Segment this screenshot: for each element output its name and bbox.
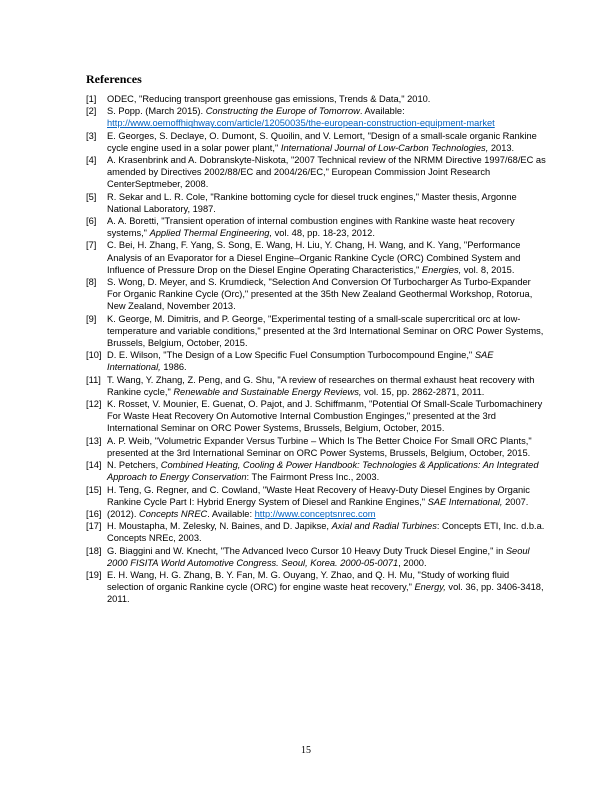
reference-number: [17] <box>86 521 102 532</box>
reference-text: 2013. <box>488 142 515 153</box>
reference-number: [5] <box>86 191 97 202</box>
reference-entry <box>86 130 546 154</box>
reference-text: E. H. Wang, H. G. Zhang, B. Y. Fan, M. G. Ouyang, Y. Zhao, and Q. H. Mu, "Study of working fluid selection of organic Rankine cycle (ORC) for engine waste heat recovery," <box>107 569 510 593</box>
reference-text: : The Fairmont Press Inc., 2003. <box>246 472 380 483</box>
reference-entry <box>86 276 546 313</box>
reference-entry <box>86 520 546 544</box>
reference-text: A. P. Weib, "Volumetric Expander Versus Turbine – Which Is The Better Choice For Small ORC Plants," presented at the 3rd International Seminar on ORC Power Systems, Brussels, Belgium, October, 2015. <box>107 435 532 458</box>
reference-entry <box>86 508 546 520</box>
page-number: 15 <box>301 745 311 756</box>
reference-number: [10] <box>86 350 102 361</box>
reference-number: [14] <box>86 460 102 471</box>
reference-entry <box>86 484 546 508</box>
reference-number: [3] <box>86 130 97 141</box>
reference-number: [4] <box>86 155 97 166</box>
reference-text: K. George, M. Dimitris, and P. George, "Experimental testing of a small-scale supercritical orc at low-temperature and variable conditions," presented at the 3rd International Seminar on ORC Power Systems, Brussels, Belgium, October, 2015. <box>107 313 544 349</box>
reference-number: [16] <box>86 508 102 519</box>
reference-number: [9] <box>86 313 97 324</box>
reference-number: [19] <box>86 569 102 580</box>
reference-text: (2012). <box>107 508 140 519</box>
reference-number: [11] <box>86 374 101 385</box>
reference-text: H. Teng, G. Regner, and C. Cowland, "Waste Heat Recovery of Heavy-Duty Diesel Engines by Organic Rankine Cycle Part I: Hybrid Energy System of Diesel and Rankine Engines," <box>107 484 530 507</box>
reference-italic-title: Energy, <box>414 582 446 593</box>
reference-entry <box>86 239 546 276</box>
reference-text: 1986. <box>160 362 187 373</box>
reference-text: vol. 36, pp. 3406-3418, 2011. <box>107 582 544 605</box>
reference-text: H. Moustapha, M. Zelesky, N. Baines, and D. Japikse, <box>107 521 332 532</box>
reference-text: E. Georges, S. Declaye, O. Dumont, S. Quoilin, and V. Lemort, "Design of a small-scale organic Rankine cycle engine used in a solar power plant," <box>107 130 537 153</box>
reference-entry <box>86 349 546 373</box>
reference-text: C. Bei, H. Zhang, F. Yang, S. Song, E. Wang, H. Liu, Y. Chang, H. Wang, and K. Yang, "Performance Analysis of an Evaporator for a Diesel Engine–Organic Rankine Cycle (ORC) Combined System and Influence of Pressure Drop on the Diesel Engine Operating Characteristics," <box>107 240 521 275</box>
reference-entry <box>86 191 546 215</box>
reference-text: A. Krasenbrink and A. Dobranskyte-Niskota, "2007 Technical review of the NRMM Directive 1997/68/EC as amended by Directives 2002/88/EC and 2004/26/EC," European Commission Joint Research CenterSeptmeber, 2008. <box>107 155 546 190</box>
reference-italic-title: Combined Heating, Cooling & Power Handbook: Technologies & Applications: An Integrated Approach to Energy Conservation <box>107 460 539 483</box>
reference-text: . Available: <box>359 106 405 117</box>
reference-entry <box>86 459 546 483</box>
reference-entry <box>86 398 546 435</box>
reference-entry <box>86 545 546 569</box>
section-heading: References <box>86 72 142 86</box>
reference-italic-title: International Journal of Low-Carbon Technologies, <box>280 142 489 153</box>
reference-text: : Concepts ETI, Inc. d.b.a. Concepts NREc, 2003. <box>107 521 545 544</box>
reference-number: [12] <box>86 399 102 410</box>
reference-italic-title: Renewable and Sustainable Energy Reviews, <box>173 386 362 397</box>
reference-italic-title: Axial and Radial Turbines <box>331 521 437 532</box>
reference-text: S. Wong, D. Meyer, and S. Krumdieck, "Selection And Conversion Of Turbocharger As Turbo-Expander For Organic Rankine Cycle (Orc)," presented at the 35th New Zealand Geothermal Workshop, Rotorua, New Zealand, November 2013. <box>107 277 533 312</box>
reference-italic-title: Constructing the Europe of Tomorrow <box>205 106 360 117</box>
reference-text: K. Rosset, V. Mounier, E. Guenat, O. Pajot, and J. Schiffmanm, "Potential Of Small-Scale Turbomachinery For Waste Heat Recovery On Automotive Internal Combustion Enginges," presented at the 3rd International Seminar on ORC Power Systems, Brussels, Belgium, October, 2015. <box>107 399 543 434</box>
reference-entry <box>86 374 546 398</box>
reference-list <box>86 93 546 606</box>
reference-text: . Available: <box>207 508 255 519</box>
reference-text: G. Biaggini and W. Knecht, "The Advanced Iveco Cursor 10 Heavy Duty Truck Diesel Engine," in <box>107 545 506 556</box>
reference-italic-title: Applied Thermal Engineering, <box>149 228 273 239</box>
reference-entry <box>86 435 546 459</box>
reference-entry <box>86 105 546 129</box>
reference-link[interactable]: http://www.conceptsnrec.com <box>254 508 376 519</box>
reference-text: vol. 48, pp. 18-23, 2012. <box>272 228 375 239</box>
reference-text: vol. 15, pp. 2862-2871, 2011. <box>361 386 485 397</box>
reference-text: , 2000. <box>398 557 427 568</box>
reference-italic-title: SAE International, <box>427 496 503 507</box>
reference-entry <box>86 569 546 606</box>
reference-italic-title: SAE International, <box>107 350 494 373</box>
reference-text: S. Popp. (March 2015). <box>107 106 206 117</box>
reference-italic-title: Seoul 2000 FISITA World Automotive Congress. Seoul, Korea. 2000-05-0071 <box>107 545 530 568</box>
reference-entry <box>86 313 546 350</box>
reference-text: R. Sekar and L. R. Cole, "Rankine bottoming cycle for diesel truck engines," Master thesis, Argonne National Laboratory, 1987. <box>107 191 517 214</box>
reference-number: [2] <box>86 106 97 117</box>
reference-number: [13] <box>86 435 102 446</box>
reference-number: [6] <box>86 216 97 227</box>
reference-text: D. E. Wilson, "The Design of a Low Specific Fuel Consumption Turbocompound Engine," <box>107 350 475 361</box>
reference-italic-title: Concepts NREC <box>139 508 208 519</box>
reference-text: T. Wang, Y. Zhang, Z. Peng, and G. Shu, "A review of researches on thermal exhaust heat recovery with Rankine cycle," <box>107 374 535 397</box>
reference-italic-title: Energies, <box>421 264 462 275</box>
reference-number: [18] <box>86 545 102 556</box>
reference-text: A. A. Boretti, "Transient operation of internal combustion engines with Rankine waste heat recovery systems," <box>107 216 515 239</box>
reference-text: 2007. <box>502 496 529 507</box>
reference-link[interactable]: http://www.oemoffhighway.com/article/12050035/the-european-construction-equipment-market <box>107 118 495 129</box>
reference-entry <box>86 154 546 191</box>
reference-number: [8] <box>86 277 97 288</box>
reference-number: [15] <box>86 484 102 495</box>
reference-text: ODEC, "Reducing transport greenhouse gas emissions, Trends & Data," 2010. <box>107 94 431 104</box>
reference-number: [7] <box>86 240 97 251</box>
reference-entry <box>86 93 546 105</box>
reference-number: [1] <box>86 94 97 104</box>
reference-entry <box>86 215 546 239</box>
reference-text: N. Petchers, <box>107 460 161 471</box>
reference-text: vol. 8, 2015. <box>461 264 515 275</box>
